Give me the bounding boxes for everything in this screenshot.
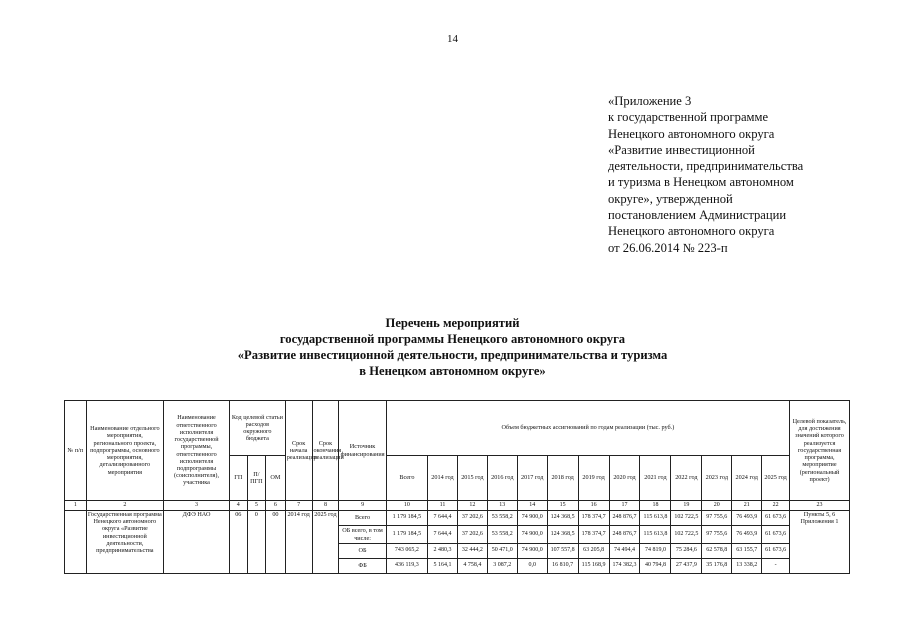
- value-cell: 75 284,6: [671, 544, 702, 559]
- appendix-line: от 26.06.2014 № 223-п: [608, 240, 728, 255]
- code-om: 00: [266, 511, 286, 574]
- value-cell: 178 374,7: [578, 526, 609, 544]
- value-cell: 32 444,2: [457, 544, 487, 559]
- value-cell: 0,0: [517, 559, 547, 574]
- source-cell: ОБ: [339, 544, 386, 559]
- header-ppgp: П/ ПГП: [247, 456, 266, 501]
- header-year: 2021 год: [640, 456, 671, 501]
- value-cell: 40 794,8: [640, 559, 671, 574]
- title-line: государственной программы Ненецкого автономного округа: [279, 332, 626, 346]
- column-number: 10: [386, 501, 427, 511]
- value-cell: 7 644,4: [428, 511, 458, 526]
- appendix-line: «Развитие инвестиционной: [608, 142, 755, 157]
- value-cell: 115 613,8: [640, 511, 671, 526]
- value-cell: 37 202,6: [457, 511, 487, 526]
- value-cell: 124 368,5: [547, 511, 578, 526]
- column-number: 9: [339, 501, 386, 511]
- value-cell: 107 557,8: [547, 544, 578, 559]
- column-number: 6: [266, 501, 286, 511]
- column-number: 1: [65, 501, 87, 511]
- value-cell: 174 382,3: [609, 559, 640, 574]
- value-cell: 62 578,8: [702, 544, 732, 559]
- value-cell: 2 480,3: [428, 544, 458, 559]
- value-cell: 102 722,5: [671, 511, 702, 526]
- column-number: 18: [640, 501, 671, 511]
- appendix-line: округе», утвержденной: [608, 191, 733, 206]
- program-end: 2025 год: [312, 511, 339, 574]
- header-total: Всего: [386, 456, 427, 501]
- title-line: Перечень мероприятий: [385, 316, 520, 330]
- value-cell: 178 374,7: [578, 511, 609, 526]
- appendix-line: деятельности, предпринимательства: [608, 159, 804, 174]
- header-end: Срок окончания реализации: [312, 401, 339, 501]
- value-cell: 16 810,7: [547, 559, 578, 574]
- total-cell: 743 065,2: [386, 544, 427, 559]
- header-executor: Наименование ответственного исполнителя государственной программы, ответственного исполнителя подпрограммы (соисполнителя), участника: [164, 401, 230, 501]
- value-cell: 53 558,2: [487, 526, 517, 544]
- column-number: 15: [547, 501, 578, 511]
- value-cell: 53 558,2: [487, 511, 517, 526]
- value-cell: 13 338,2: [732, 559, 762, 574]
- value-cell: 37 202,6: [457, 526, 487, 544]
- value-cell: 115 168,9: [578, 559, 609, 574]
- total-cell: 1 179 184,5: [386, 511, 427, 526]
- header-om: ОМ: [266, 456, 286, 501]
- header-num: № п/п: [65, 401, 87, 501]
- value-cell: 63 205,8: [578, 544, 609, 559]
- value-cell: 5 164,1: [428, 559, 458, 574]
- column-number: 7: [285, 501, 312, 511]
- value-cell: 61 673,6: [762, 511, 790, 526]
- activities-table: [64, 400, 850, 574]
- appendix-header: [608, 93, 898, 256]
- value-cell: 74 819,0: [640, 544, 671, 559]
- value-cell: 63 155,7: [732, 544, 762, 559]
- program-executor: ДФЭ НАО: [164, 511, 230, 574]
- header-year: 2018 год: [547, 456, 578, 501]
- appendix-line: к государственной программе: [608, 110, 769, 125]
- column-number: 12: [457, 501, 487, 511]
- value-cell: 124 368,5: [547, 526, 578, 544]
- value-cell: 61 673,6: [762, 526, 790, 544]
- column-number: 22: [762, 501, 790, 511]
- source-cell: Всего: [339, 511, 386, 526]
- column-number: 8: [312, 501, 339, 511]
- header-year: 2024 год: [732, 456, 762, 501]
- value-cell: 97 755,6: [702, 526, 732, 544]
- title-line: «Развитие инвестиционной деятельности, предпринимательства и туризма: [237, 348, 668, 362]
- column-number: 14: [517, 501, 547, 511]
- header-start: Срок начала реализации: [285, 401, 312, 501]
- column-number: 16: [578, 501, 609, 511]
- value-cell: 61 673,6: [762, 544, 790, 559]
- column-number-row: [65, 501, 850, 511]
- value-cell: 74 494,4: [609, 544, 640, 559]
- header-year: 2025 год: [762, 456, 790, 501]
- header-year: 2020 год: [609, 456, 640, 501]
- value-cell: 74 900,0: [517, 511, 547, 526]
- header-indicator: Целевой показатель, для достижения значений которого реализуется государственная программа, мероприятие (региональный проект): [790, 401, 850, 501]
- value-cell: 76 493,9: [732, 526, 762, 544]
- header-year: 2019 год: [578, 456, 609, 501]
- value-cell: 248 876,7: [609, 511, 640, 526]
- column-number: 11: [428, 501, 458, 511]
- value-cell: 7 644,4: [428, 526, 458, 544]
- total-cell: 1 179 184,5: [386, 526, 427, 544]
- value-cell: 4 758,4: [457, 559, 487, 574]
- column-number: 23: [790, 501, 850, 511]
- header-year: 2015 год: [457, 456, 487, 501]
- source-cell: ФБ: [339, 559, 386, 574]
- appendix-line: «Приложение 3: [608, 94, 692, 108]
- header-year: 2022 год: [671, 456, 702, 501]
- header-year: 2023 год: [702, 456, 732, 501]
- code-ppgp: 0: [247, 511, 266, 574]
- value-cell: 3 087,2: [487, 559, 517, 574]
- appendix-line: и туризма в Ненецком автономном: [608, 175, 794, 190]
- total-cell: 436 119,3: [386, 559, 427, 574]
- value-cell: 35 176,8: [702, 559, 732, 574]
- value-cell: 76 493,9: [732, 511, 762, 526]
- value-cell: 102 722,5: [671, 526, 702, 544]
- program-num: [65, 511, 87, 574]
- header-year: 2014 год: [428, 456, 458, 501]
- header-year: 2016 год: [487, 456, 517, 501]
- header-budget-code: Код целевой статьи расходов окружного бюджета: [230, 401, 286, 456]
- header-year: 2017 год: [517, 456, 547, 501]
- source-cell: ОБ всего, в том числе:: [339, 526, 386, 544]
- document-title: [0, 315, 905, 379]
- value-cell: 50 471,0: [487, 544, 517, 559]
- title-line: в Ненецком автономном округе»: [359, 364, 546, 378]
- header-gp: ГП: [230, 456, 248, 501]
- appendix-line: Ненецкого автономного округа: [608, 126, 775, 141]
- column-number: 13: [487, 501, 517, 511]
- column-number: 2: [86, 501, 163, 511]
- appendix-line: Ненецкого автономного округа: [608, 224, 775, 239]
- value-cell: 74 900,0: [517, 526, 547, 544]
- header-name: Наименование отдельного мероприятия, регионального проекта, подпрограммы, основного мероприятия, детализированного мероприятия: [86, 401, 163, 501]
- column-number: 3: [164, 501, 230, 511]
- table-row: [65, 511, 850, 526]
- value-cell: 27 437,9: [671, 559, 702, 574]
- value-cell: 115 613,8: [640, 526, 671, 544]
- program-name: Государственная программа Ненецкого автономного округа «Развитие инвестиционной деятельности, предпринимательства: [86, 511, 163, 574]
- page-number: 14: [447, 33, 458, 45]
- column-number: 21: [732, 501, 762, 511]
- value-cell: 74 900,0: [517, 544, 547, 559]
- header-source: Источник финансирования: [339, 401, 386, 501]
- column-number: 4: [230, 501, 248, 511]
- value-cell: -: [762, 559, 790, 574]
- value-cell: 248 876,7: [609, 526, 640, 544]
- appendix-line: постановлением Администрации: [608, 208, 787, 223]
- column-number: 17: [609, 501, 640, 511]
- program-start: 2014 год: [285, 511, 312, 574]
- program-indicator: Пункты 5, 6 Приложения 1: [790, 511, 850, 574]
- column-number: 20: [702, 501, 732, 511]
- column-number: 19: [671, 501, 702, 511]
- value-cell: 97 755,6: [702, 511, 732, 526]
- code-gp: 06: [230, 511, 248, 574]
- header-volume: Объем бюджетных ассигнований по годам реализации (тыс. руб.): [386, 401, 789, 456]
- column-number: 5: [247, 501, 266, 511]
